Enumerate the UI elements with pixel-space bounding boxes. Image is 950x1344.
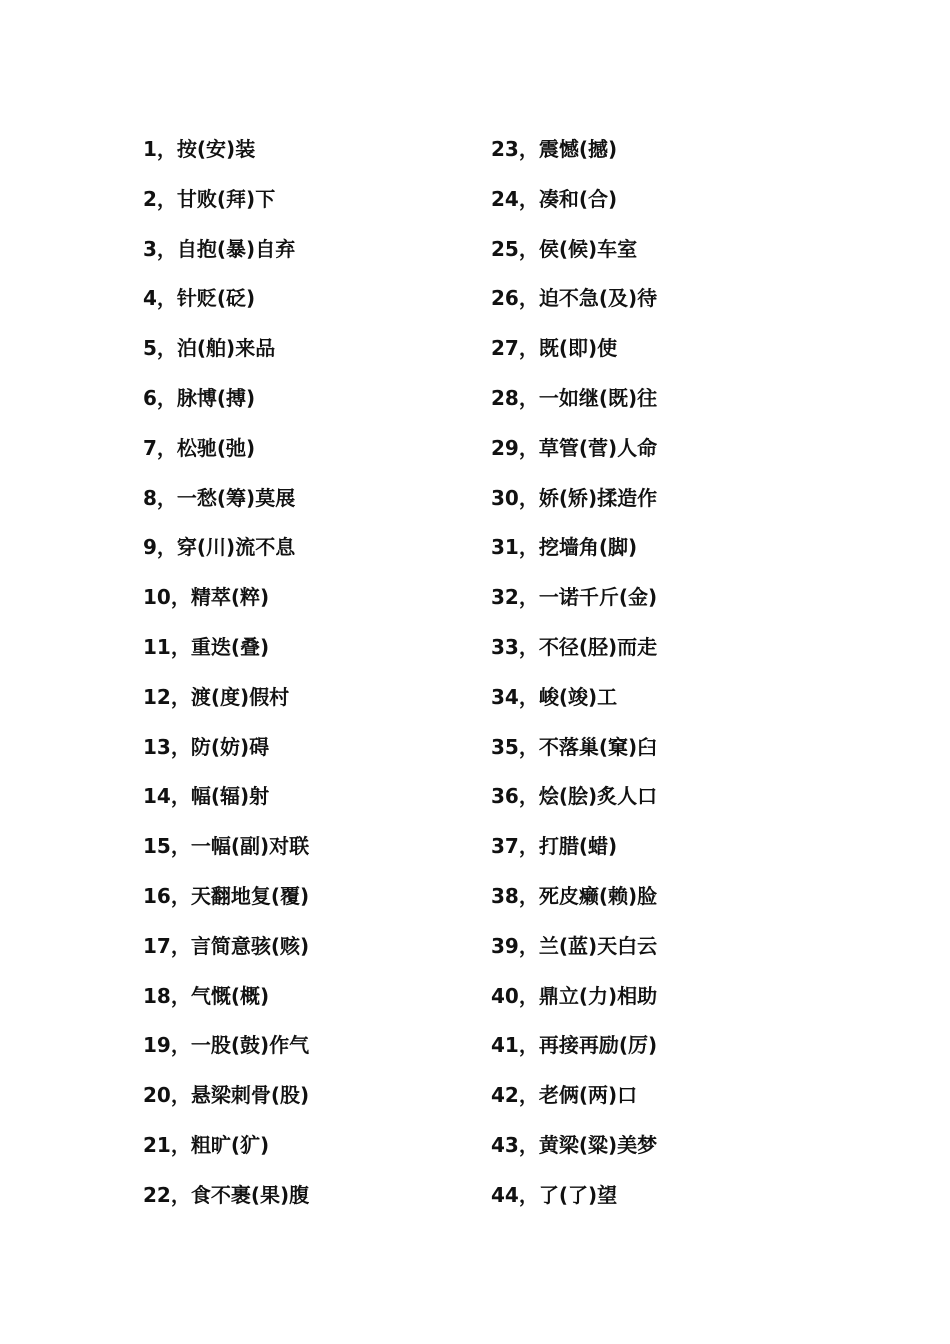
left-column (143, 131, 483, 1227)
item-number: 21， (143, 1132, 191, 1157)
item-text: 再接再励(厉) (538, 1033, 658, 1058)
item-text: 悬梁刺骨(股) (190, 1083, 310, 1108)
item-number: 9， (143, 535, 177, 560)
item-text: 穿(川)流不息 (176, 535, 296, 560)
item-text: 泊(舶)来品 (176, 336, 276, 361)
list-item (143, 579, 483, 629)
list-item (143, 529, 483, 579)
item-text: 草管(菅)人命 (538, 435, 658, 460)
list-item (143, 679, 483, 729)
list-item (143, 878, 483, 928)
list-item (491, 1127, 831, 1177)
list-item (491, 1027, 831, 1077)
list-item (143, 629, 483, 679)
item-text: 打腊(蜡) (538, 834, 618, 859)
item-text: 迫不急(及)待 (538, 286, 658, 311)
item-number: 27， (491, 336, 539, 361)
item-text: 侯(候)车室 (538, 236, 638, 261)
list-item (491, 579, 831, 629)
item-number: 10， (143, 585, 191, 610)
right-column (491, 131, 831, 1227)
item-text: 不落巢(窠)臼 (538, 734, 658, 759)
item-text: 脉博(搏) (176, 385, 256, 410)
item-text: 幅(辐)射 (190, 784, 270, 809)
item-text: 针贬(砭) (176, 286, 256, 311)
item-text: 烩(脍)炙人口 (538, 784, 658, 809)
list-item (143, 231, 483, 281)
item-text: 挖墙角(脚) (538, 535, 638, 560)
list-item (491, 380, 831, 430)
item-number: 16， (143, 883, 191, 908)
list-item (491, 1177, 831, 1227)
item-text: 峻(竣)工 (538, 684, 618, 709)
item-text: 死皮癞(赖)脸 (538, 883, 658, 908)
item-number: 5， (143, 336, 177, 361)
item-number: 8， (143, 485, 177, 510)
item-number: 42， (491, 1083, 539, 1108)
item-text: 粗旷(犷) (190, 1132, 270, 1157)
item-text: 兰(蓝)天白云 (538, 933, 658, 958)
item-text: 按(安)装 (176, 137, 256, 161)
item-number: 40， (491, 983, 539, 1008)
item-number: 36， (491, 784, 539, 809)
list-item (143, 1027, 483, 1077)
item-text: 震憾(撼) (538, 137, 618, 161)
item-text: 一股(鼓)作气 (190, 1033, 310, 1058)
list-item (491, 679, 831, 729)
item-number: 23， (491, 137, 539, 161)
item-text: 既(即)使 (538, 336, 618, 361)
list-item (491, 181, 831, 231)
item-number: 19， (143, 1033, 191, 1058)
item-number: 44， (491, 1182, 539, 1207)
list-item (491, 330, 831, 380)
item-text: 气慨(概) (190, 983, 270, 1008)
item-number: 13， (143, 734, 191, 759)
item-number: 24， (491, 186, 539, 211)
item-text: 一诺千斤(金) (538, 585, 658, 610)
list-item (491, 430, 831, 480)
item-number: 1， (143, 137, 177, 161)
item-number: 25， (491, 236, 539, 261)
item-number: 22， (143, 1182, 191, 1207)
item-text: 不径(胫)而走 (538, 634, 658, 659)
item-text: 松驰(弛) (176, 435, 256, 460)
item-text: 甘败(拜)下 (176, 186, 276, 211)
item-number: 20， (143, 1083, 191, 1108)
item-number: 41， (491, 1033, 539, 1058)
list-item (143, 1127, 483, 1177)
item-text: 鼎立(力)相助 (538, 983, 658, 1008)
item-text: 自抱(暴)自弃 (176, 236, 296, 261)
list-item (491, 231, 831, 281)
item-number: 14， (143, 784, 191, 809)
item-text: 渡(度)假村 (190, 684, 290, 709)
list-item (143, 380, 483, 430)
item-number: 39， (491, 933, 539, 958)
item-number: 4， (143, 286, 177, 311)
item-text: 言简意骇(赅) (190, 933, 310, 958)
item-text: 一幅(副)对联 (190, 834, 310, 859)
item-text: 精萃(粹) (190, 585, 270, 610)
item-number: 6， (143, 385, 177, 410)
item-number: 26， (491, 286, 539, 311)
item-number: 43， (491, 1132, 539, 1157)
item-number: 34， (491, 684, 539, 709)
list-item (143, 181, 483, 231)
item-number: 11， (143, 634, 191, 659)
item-text: 凑和(合) (538, 186, 618, 211)
item-number: 28， (491, 385, 539, 410)
list-item (143, 928, 483, 978)
item-number: 31， (491, 535, 539, 560)
list-item (491, 928, 831, 978)
item-number: 2， (143, 186, 177, 211)
item-text: 重迭(叠) (190, 634, 270, 659)
item-number: 30， (491, 485, 539, 510)
list-item (143, 828, 483, 878)
list-item (491, 778, 831, 828)
item-text: 一如继(既)往 (538, 385, 658, 410)
item-number: 7， (143, 435, 177, 460)
list-item (143, 978, 483, 1028)
item-number: 17， (143, 933, 191, 958)
list-item (143, 1077, 483, 1127)
item-number: 35， (491, 734, 539, 759)
list-item (143, 131, 483, 181)
item-number: 29， (491, 435, 539, 460)
item-text: 防(妨)碍 (190, 734, 270, 759)
list-item (491, 978, 831, 1028)
item-text: 一愁(筹)莫展 (176, 485, 296, 510)
list-item (143, 729, 483, 779)
item-number: 12， (143, 684, 191, 709)
list-item (143, 430, 483, 480)
item-text: 老俩(两)口 (538, 1083, 638, 1108)
list-item (143, 280, 483, 330)
list-item (491, 480, 831, 530)
item-text: 了(了)望 (538, 1182, 618, 1207)
item-number: 38， (491, 883, 539, 908)
item-number: 37， (491, 834, 539, 859)
item-number: 33， (491, 634, 539, 659)
item-text: 天翻地复(覆) (190, 883, 310, 908)
item-text: 食不裹(果)腹 (190, 1182, 310, 1207)
item-text: 黄梁(粱)美梦 (538, 1132, 658, 1157)
list-item (491, 729, 831, 779)
list-item (491, 131, 831, 181)
list-item (143, 1177, 483, 1227)
item-number: 3， (143, 236, 177, 261)
list-item (143, 778, 483, 828)
list-item (491, 878, 831, 928)
item-text: 娇(矫)揉造作 (538, 485, 658, 510)
list-item (143, 480, 483, 530)
list-item (491, 1077, 831, 1127)
list-item (491, 629, 831, 679)
list-item (491, 529, 831, 579)
list-item (491, 828, 831, 878)
item-number: 32， (491, 585, 539, 610)
list-item (491, 280, 831, 330)
item-number: 15， (143, 834, 191, 859)
list-item (143, 330, 483, 380)
item-number: 18， (143, 983, 191, 1008)
